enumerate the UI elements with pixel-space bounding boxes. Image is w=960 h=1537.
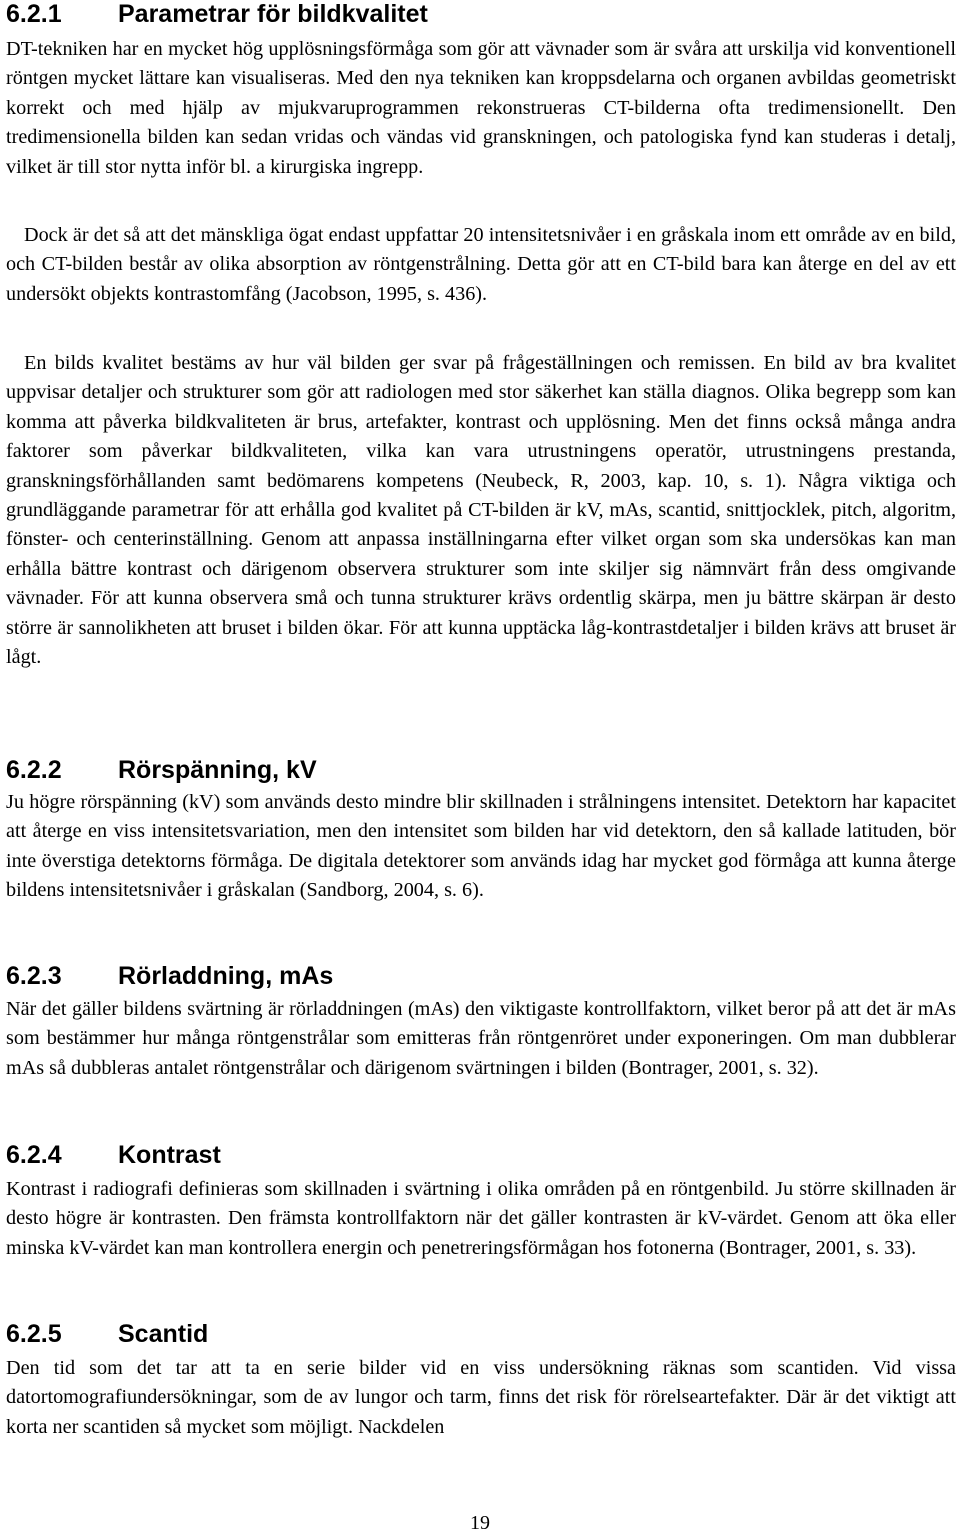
paragraph-tube-voltage: Ju högre rörspänning (kV) som används desto mindre blir skillnaden i strålningens intensitet. Detektorn har kapacitet att återge en viss intensitetsvariation, men den intensitet som bilden har vid detektorn, den så kallade latituden, bör inte överstiga detektorns förmåga. De digitala detektorer som används idag har mycket god förmåga att kunna återge bildens intensitetsnivåer i gråskalan (Sandborg, 2004, s. 6). [6,791,956,902]
paragraph-contrast: Kontrast i radiografi definieras som skillnaden i svärtning i olika områden på en röntgenbild. Ju större skillnaden är desto högre är kontrasten. Den främsta kontrollfaktorn när det gäller kontrasten är kV-värdet. Genom att öka eller minska kV-värdet kan man kontrollera energin och penetreringsförmågan hos fotonerna (Bontrager, 2001, s. 33). [6,1178,956,1259]
section-number: 6.2.4 [6,1141,62,1169]
section-title: Parametrar för bildkvalitet [118,0,428,28]
section-heading-6-2-4 [6,1141,221,1169]
section-number: 6.2.1 [6,0,62,28]
section-heading-6-2-5 [6,1320,208,1348]
paragraph-tube-charge: När det gäller bildens svärtning är rörladdningen (mAs) den viktigaste kontrollfaktorn, vilket beror på att det är mAs som bestämmer hur många röntgenstrålar som emitteras från röntgenröret under exponeringen. Om man dubblerar mAs så dubbleras antalet röntgenstrålar och därigenom svärtningen i bilden (Bontrager, 2001, s. 32). [6,998,956,1079]
section-number: 6.2.5 [6,1320,62,1348]
paragraph-image-quality: En bilds kvalitet bestäms av hur väl bilden ger svar på frågeställningen och remissen. En bild av bra kvalitet uppvisar detaljer och strukturer som gör att radiologen med stor säkerhet kan ställa diagnos. Olika begrepp som kan komma att påverka bildkvaliteten är brus, artefakter, kontrast och upplösning. Men det finns också många andra faktorer som påverkar bildkvaliteten, vilka kan vara utrustningens operatör, utrustningens prestanda, granskningsförhållanden samt bedömarens kompetens (Neubeck, R, 2003, kap. 10, s. 1). Några viktiga och grundläggande parametrar för att erhålla god kvalitet på CT-bilden är kV, mAs, scantid, snittjocklek, pitch, algoritm, fönster- och centerinställning. Genom att anpassa inställningarna efter vilket organ som ska undersökas kan man erhålla bättre kontrast och därigenom observera strukturer som inte skiljer sig nämnvärt från dess omgivande vävnader. För att kunna observera små och tunna strukturer krävs ordentlig skärpa, men ju bättre skärpan är desto större är sannolikheten att bruset i bilden ökar. För att kunna upptäcka låg-kontrastdetaljer i bilden krävs att bruset är lågt. [6,352,956,669]
section-number: 6.2.3 [6,962,62,990]
section-title: Rörladdning, mAs [118,962,334,990]
paragraph-intro: DT-tekniken har en mycket hög upplösningsförmåga som gör att vävnader som är svåra att urskilja vid konventionell röntgen mycket lättare kan visualiseras. Med den nya tekniken kan kroppsdelarna och organen avbildas geometriskt korrekt och med hjälp av mjukvaruprogrammen rekonstrueras CT-bilderna ofta tredimensionellt. Den tredimensionella bilden kan sedan vridas och vändas vid granskningen, och patologiska fynd kan studeras i detalj, vilket är till stor nytta inför bl. a kirurgiska ingrepp. [6,38,956,178]
page-number: 19 [470,1512,490,1534]
section-heading-6-2-2 [6,756,317,784]
section-title: Kontrast [118,1141,221,1169]
section-heading-6-2-1 [6,0,428,28]
section-title: Scantid [118,1320,209,1348]
paragraph-scan-time: Den tid som det tar att ta en serie bilder vid en viss undersökning räknas som scantiden. Vid vissa datortomografiundersökningar, som de av lungor och tarm, finns det risk för rörelseartefakter. Där är det viktigt att korta ner scantiden så mycket som möjligt. Nackdelen [6,1357,956,1438]
paragraph-gray-levels: Dock är det så att det mänskliga ögat endast uppfattar 20 intensitetsnivåer i en gråskala inom ett område av en bild, och CT-bilden består av olika absorption av röntgenstrålning. Detta gör att en CT-bild bara kan återge en del av ett undersökt objekts kontrastomfång (Jacobson, 1995, s. 436). [6,224,956,305]
section-title: Rörspänning, kV [118,756,317,784]
section-heading-6-2-3 [6,962,333,990]
section-number: 6.2.2 [6,756,62,784]
